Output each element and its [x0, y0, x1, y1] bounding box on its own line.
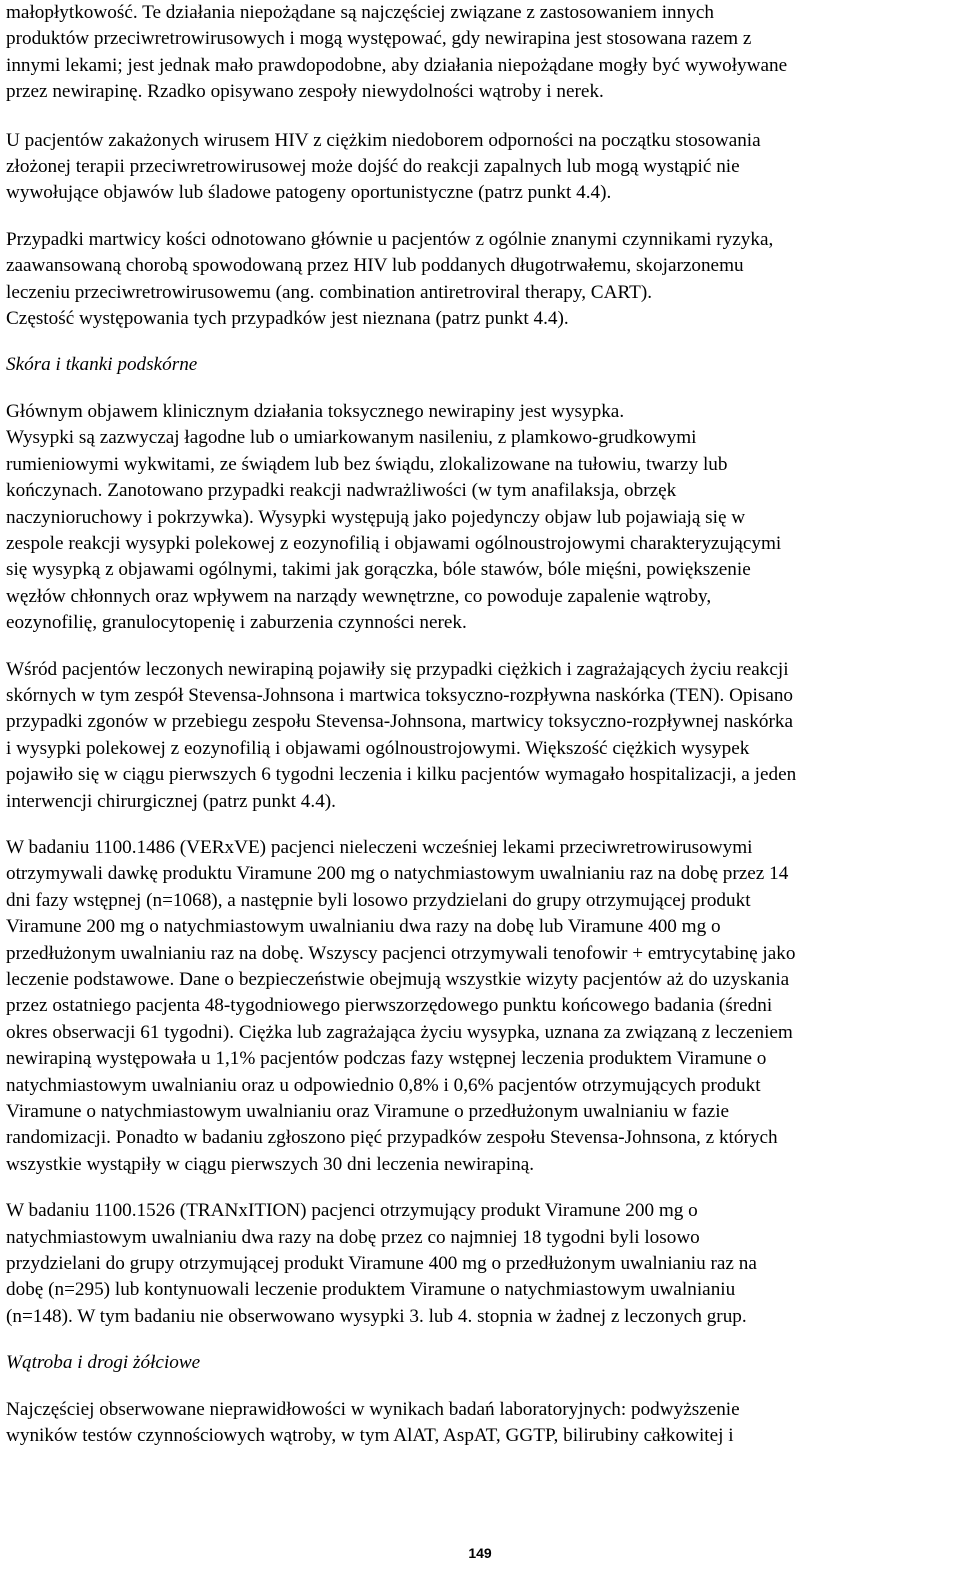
section-heading-liver: Wątroba i drogi żółciowe	[6, 1352, 201, 1374]
text-line: wszystkie wystąpiły w ciągu pierwszych 30 dni leczenia newirapiną.	[6, 1153, 535, 1175]
text-line: U pacjentów zakażonych wirusem HIV z ciężkim niedoborem odporności na początku stosowania	[6, 129, 761, 151]
text-line: kończynach. Zanotowano przypadki reakcji nadwrażliwości (w tym anafilaksja, obrzęk	[6, 480, 677, 502]
text-line: W badaniu 1100.1486 (VERxVE) pacjenci nieleczeni wcześniej lekami przeciwretrowirusowymi	[6, 836, 753, 858]
text-line: przydzielani do grupy otrzymującej produkt Viramune 400 mg o przedłużonym uwalnianiu raz na	[6, 1253, 757, 1275]
paragraph-tranxition-study	[6, 1198, 946, 1330]
paragraph-severe-skin-reactions	[6, 657, 946, 815]
paragraph-verxve-study	[6, 835, 946, 1178]
text-line: Przypadki martwicy kości odnotowano głównie u pacjentów z ogólnie znanymi czynnikami ryzyka,	[6, 228, 774, 250]
text-line: otrzymywali dawkę produktu Viramune 200 mg o natychmiastowym uwalnianiu raz na dobę przez 14	[6, 863, 789, 885]
text-line: rumieniowymi wykwitami, ze świądem lub bez świądu, zlokalizowane na tułowiu, twarzy lub	[6, 453, 728, 475]
text-line: zespole reakcji wysypki polekowej z eozynofilią i objawami ogólnoustrojowymi charakteryzującymi	[6, 532, 782, 554]
page-number: 149	[468, 1545, 492, 1561]
text-line: się wysypką z objawami ogólnymi, takimi jak gorączka, bóle stawów, bóle mięśni, powiększenie	[6, 559, 751, 581]
paragraph-rash	[6, 399, 946, 637]
paragraph-adverse-effects-intro	[6, 0, 946, 106]
text-line: zaawansowaną chorobą spowodowaną przez HIV lub poddanych długotrwałemu, skojarzonemu	[6, 255, 744, 277]
paragraph-osteonecrosis	[6, 227, 946, 333]
text-line: pojawiło się w ciągu pierwszych 6 tygodni leczenia i kilku pacjentów wymagało hospitalizacji, a jeden	[6, 764, 797, 786]
text-line: Głównym objawem klinicznym działania toksycznego newirapiny jest wysypka.	[6, 400, 625, 422]
text-line: randomizacji. Ponadto w badaniu zgłoszono pięć przypadków zespołu Stevensa-Johnsona, z których	[6, 1127, 778, 1149]
text-line: natychmiastowym uwalnianiu dwa razy na dobę przez co najmniej 18 tygodni byli losowo	[6, 1226, 700, 1248]
text-line: Najczęściej obserwowane nieprawidłowości w wynikach badań laboratoryjnych: podwyższenie	[6, 1398, 740, 1420]
text-line: okres obserwacji 61 tygodni). Ciężka lub zagrażająca życiu wysypka, uznana za związaną z leczeniem	[6, 1021, 793, 1043]
document-page	[6, 0, 946, 1470]
text-line: Częstość występowania tych przypadków jest nieznana (patrz punkt 4.4).	[6, 308, 569, 330]
text-line: Wśród pacjentów leczonych newirapiną pojawiły się przypadki ciężkich i zagrażających życiu reakcji	[6, 658, 789, 680]
text-line: złożonej terapii przeciwretrowirusowej może dojść do reakcji zapalnych lub mogą wystąpić nie	[6, 156, 740, 178]
text-line: interwencji chirurgicznej (patrz punkt 4.4).	[6, 790, 336, 812]
text-line: W badaniu 1100.1526 (TRANxITION) pacjenci otrzymujący produkt Viramune 200 mg o	[6, 1200, 698, 1222]
text-line: wywołujące objawów lub śladowe patogeny oportunistyczne (patrz punkt 4.4).	[6, 182, 612, 204]
text-line: przez newirapinę. Rzadko opisywano zespoły niewydolności wątroby i nerek.	[6, 81, 604, 103]
text-line: przypadki zgonów w przebiegu zespołu Stevensa-Johnsona, martwicy toksyczno-rozpływnej naskórka	[6, 711, 793, 733]
paragraph-liver-tests	[6, 1397, 946, 1450]
text-line: małopłytkowość. Te działania niepożądane są najczęściej związane z zastosowaniem innych	[6, 2, 714, 23]
text-line: leczenie podstawowe. Dane o bezpieczeństwie obejmują wszystkie wizyty pacjentów aż do uzyskania	[6, 969, 790, 990]
text-line: produktów przeciwretrowirusowych i mogą występować, gdy newirapina jest stosowana razem z	[6, 28, 752, 50]
text-line: Viramune o natychmiastowym uwalnianiu oraz Viramune o przedłużonym uwalnianiu w fazie	[6, 1101, 730, 1123]
section-heading-skin: Skóra i tkanki podskórne	[6, 354, 198, 376]
text-line: przez ostatniego pacjenta 48-tygodniowego pierwszorzędowego punktu końcowego badania (średni	[6, 995, 773, 1017]
text-line: wyników testów czynnościowych wątroby, w tym AlAT, AspAT, GGTP, bilirubiny całkowitej i	[6, 1425, 734, 1447]
paragraph-immune-reconstitution	[6, 128, 946, 207]
text-line: węzłów chłonnych oraz wpływem na narządy wewnętrzne, co powoduje zapalenie wątroby,	[6, 585, 712, 607]
text-line: przedłużonym uwalnianiu raz na dobę. Wszyscy pacjenci otrzymywali tenofowir + emtrycytabinę jako	[6, 942, 796, 964]
text-line: dobę (n=295) lub kontynuowali leczenie produktem Viramune o natychmiastowym uwalnianiu	[6, 1279, 736, 1301]
text-line: Wysypki są zazwyczaj łagodne lub o umiarkowanym nasileniu, z plamkowo-grudkowymi	[6, 427, 697, 449]
text-line: innymi lekami; jest jednak mało prawdopodobne, aby działania niepożądane mogły być wywoływane	[6, 54, 788, 76]
text-line: natychmiastowym uwalnianiu oraz u odpowiednio 0,8% i 0,6% pacjentów otrzymujących produkt	[6, 1074, 761, 1096]
text-line: skórnych w tym zespół Stevensa-Johnsona i martwica toksyczno-rozpływna naskórka (TEN). Opisano	[6, 684, 794, 706]
text-line: dni fazy wstępnej (n=1068), a następnie byli losowo przydzielani do grupy otrzymującej produkt	[6, 889, 751, 911]
text-line: i wysypki polekowej z eozynofilią i objawami ogólnoustrojowymi. Większość ciężkich wysypek	[6, 737, 750, 759]
text-line: newirapiną występowała u 1,1% pacjentów podczas fazy wstępnej leczenia produktem Viramune o	[6, 1048, 767, 1070]
text-line: leczeniu przeciwretrowirusowemu (ang. combination antiretroviral therapy, CART).	[6, 281, 653, 303]
text-line: (n=148). W tym badaniu nie obserwowano wysypki 3. lub 4. stopnia w żadnej z leczonych grup.	[6, 1305, 747, 1327]
text-line: naczynioruchowy i pokrzywka). Wysypki występują jako pojedynczy objaw lub pojawiają się w	[6, 506, 746, 528]
text-line: Viramune 200 mg o natychmiastowym uwalnianiu dwa razy na dobę lub Viramune 400 mg o	[6, 916, 721, 938]
text-line: eozynofilię, granulocytopenię i zaburzenia czynności nerek.	[6, 612, 467, 634]
